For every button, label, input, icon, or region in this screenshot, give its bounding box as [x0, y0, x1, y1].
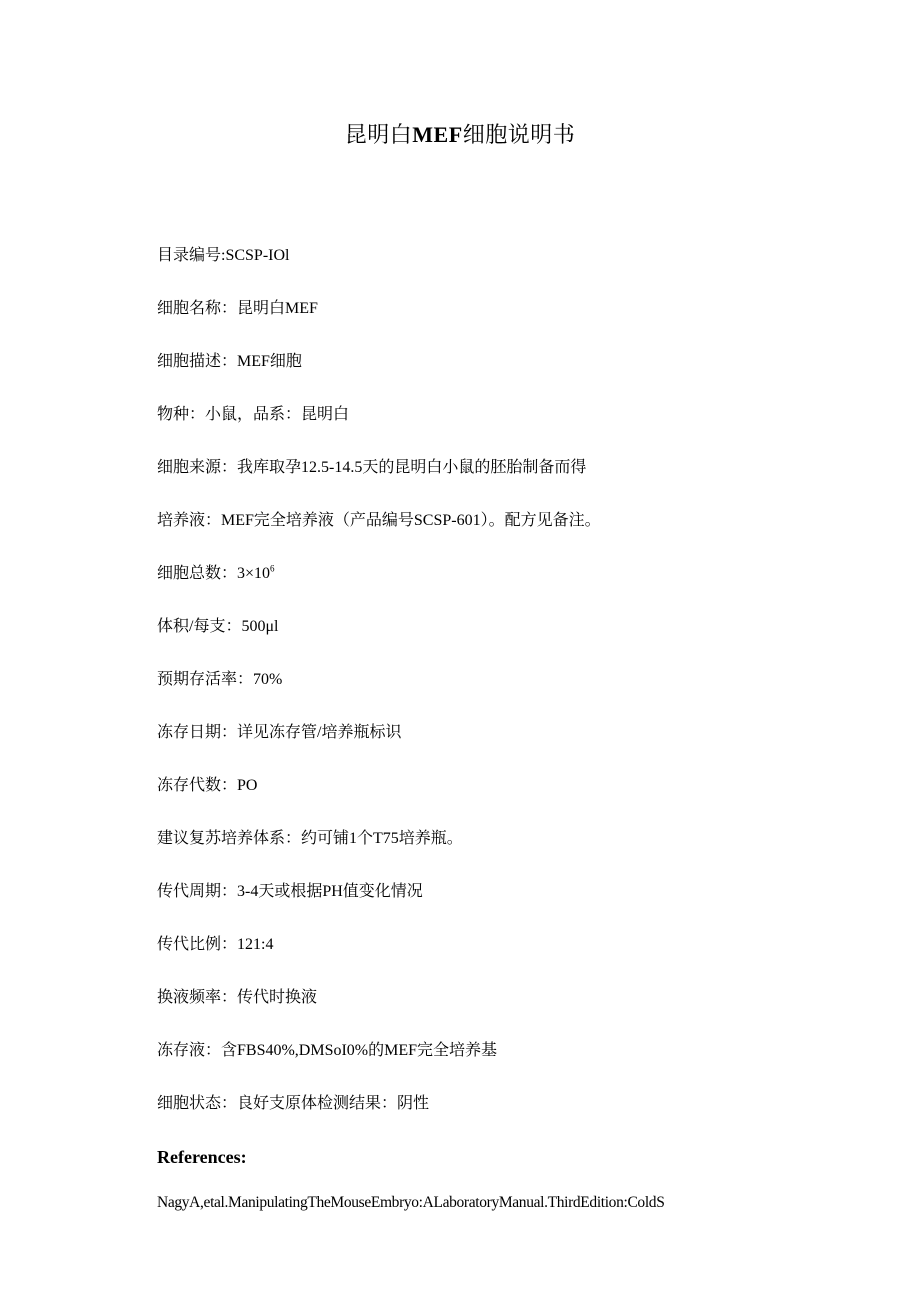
references-text: NagyA,etal.ManipulatingTheMouseEmbryo:ALaboratoryManual.ThirdEdition:ColdS	[157, 1194, 665, 1211]
field-passage-ratio: 传代比例：121:4	[157, 936, 274, 953]
title-prefix: 昆明白	[344, 122, 413, 147]
field-cell-source: 细胞来源：我库取孕12.5-14.5天的昆明白小鼠的胚胎制备而得	[157, 459, 587, 476]
title-suffix: 细胞说明书	[462, 122, 576, 147]
field-cell-name: 细胞名称：昆明白MEF	[157, 300, 318, 317]
field-cell-description: 细胞描述：MEF细胞	[157, 353, 302, 370]
field-cell-status: 细胞状态：良好支原体检测结果：阴性	[157, 1095, 430, 1112]
field-recovery-system: 建议复苏培养体系：约可铺1个T75培养瓶。	[157, 830, 463, 847]
field-culture-medium: 培养液：MEF完全培养液（产品编号SCSP-601）。配方见备注。	[157, 512, 601, 529]
cell-count-exponent: 6	[270, 563, 275, 574]
document-title	[0, 120, 920, 150]
field-medium-change: 换液频率：传代时换液	[157, 989, 318, 1006]
field-freeze-passage: 冻存代数：PO	[157, 777, 258, 794]
references-heading: References:	[157, 1147, 247, 1167]
field-viability: 预期存活率：70%	[157, 671, 283, 688]
field-cell-count	[157, 561, 857, 614]
field-freezing-medium: 冻存液：含FBS40%,DMSoI0%的MEF完全培养基	[157, 1042, 498, 1059]
field-passage-cycle: 传代周期：3-4天或根据PH值变化情况	[157, 883, 423, 900]
field-catalog-number: 目录编号:SCSP-IOl	[157, 247, 290, 264]
field-species: 物种：小鼠，品系：昆明白	[157, 406, 350, 423]
cell-count-text: 细胞总数：3×10	[157, 565, 271, 582]
title-bold: MEF	[412, 122, 463, 147]
field-volume: 体积/每支：500μl	[157, 618, 279, 635]
field-freeze-date: 冻存日期：详见冻存管/培养瓶标识	[157, 724, 402, 741]
field-list	[157, 243, 857, 1144]
